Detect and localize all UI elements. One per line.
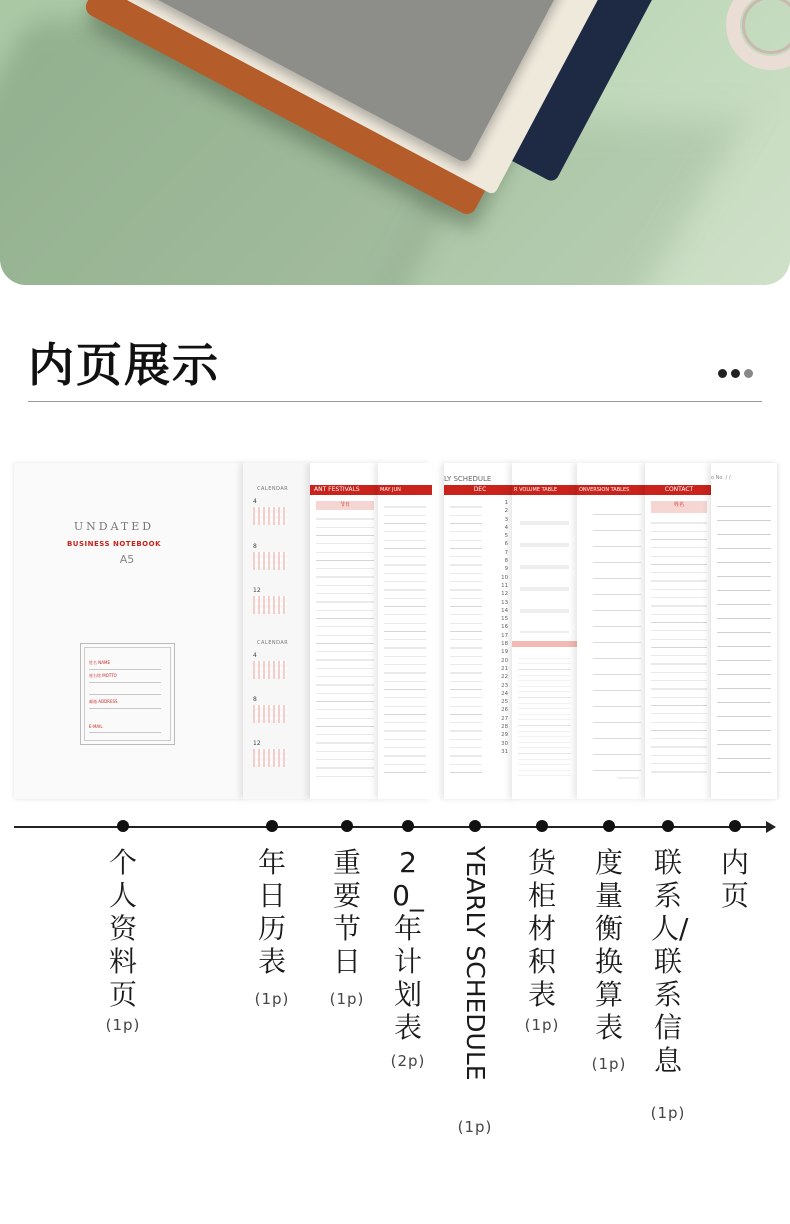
yearly-day: 30 [501,740,508,747]
card-field: 姓名 NAME [89,660,110,665]
yearly-page [444,463,516,799]
timeline-page-count: (1p) [591,1055,627,1073]
plan-page [378,463,432,799]
timeline-label: 20_年计划表 [392,846,424,1044]
calendar-month: 4 [253,498,257,505]
timeline-page-count: (1p) [524,1016,560,1034]
contact-header: CONTACT [645,485,713,495]
hero-photo [0,0,790,285]
timeline-dot [266,820,278,832]
calendar-month: 8 [253,543,257,550]
cover-size: A5 [119,553,135,566]
yearly-day: 7 [504,549,508,556]
timeline-page-count: (1p) [105,1016,141,1034]
timeline-page-count: (2p) [390,1052,426,1070]
timeline-dot [662,820,674,832]
yearly-day: 4 [504,524,508,531]
timeline-dot [536,820,548,832]
timeline-label: YEARLY SCHEDULE [461,846,490,1081]
timeline-label: 重要节日 [332,846,361,978]
yearly-day: 13 [501,599,508,606]
yearly-day: 28 [501,724,508,731]
yearly-day: 17 [501,632,508,639]
yearly-title: LY SCHEDULE [444,475,492,483]
card-field: 邮箱 ADDRESS [89,699,118,704]
festivals-page [310,463,380,799]
timeline-page-count: (1p) [457,1118,493,1136]
timeline-label: 内页 [720,846,749,912]
calendar-month: 8 [253,696,257,703]
yearly-day: 3 [504,516,508,523]
cover-page [14,463,243,799]
profile-card [80,643,175,745]
calendar-month: 12 [253,740,261,747]
container-header: R VOLUME TABLE [512,485,577,495]
yearly-day-list [488,499,508,756]
timeline-label: 货柜材积表 [527,846,556,1011]
yearly-day: 10 [501,574,508,581]
timeline-label: 联系人/联系信息 [651,846,689,1077]
yearly-day: 14 [501,607,508,614]
yearly-day: 24 [501,690,508,697]
yearly-header: DEC [444,485,516,495]
yearly-day: 12 [501,591,508,598]
cover-brand: UNDATED [73,520,155,533]
yearly-day: 26 [501,707,508,714]
yearly-day: 19 [501,649,508,656]
calendar-caption: CALENDAR [257,640,289,646]
timeline-page-count: (1p) [254,990,290,1008]
yearly-day: 27 [501,715,508,722]
festivals-pink: 节日 [316,501,374,510]
cover-subtitle: BUSINESS NOTEBOOK [66,540,162,548]
yearly-day: 23 [501,682,508,689]
yearly-day: 29 [501,732,508,739]
timeline-page-count: (1p) [650,1104,686,1122]
inner-page-top: o No. / / [711,475,731,481]
calendar-month: 4 [253,652,257,659]
container-page [512,463,577,799]
yearly-day: 1 [504,500,508,506]
timeline-dot [603,820,615,832]
yearly-day: 5 [504,533,508,540]
yearly-day: 22 [501,674,508,681]
calendar-caption: CALENDAR [257,486,289,492]
timeline-label: 个人资料页 [108,846,137,1011]
calendar-page [243,463,312,799]
yearly-day: 18 [501,641,508,648]
conversion-header: ONVERSION TABLES [577,485,647,495]
yearly-day: 9 [504,566,508,573]
yearly-day: 16 [501,624,508,631]
yearly-day: 11 [501,582,508,589]
yearly-day: 15 [501,616,508,623]
timeline-dot [402,820,414,832]
timeline-dot [341,820,353,832]
yearly-day: 20 [501,657,508,664]
yearly-day: 31 [501,748,508,755]
yearly-day: 25 [501,699,508,706]
timeline-label: 年日历表 [257,846,286,978]
conversion-page [577,463,647,799]
inner-page [711,463,777,799]
page-spread [14,463,777,799]
timeline-label: 度量衡换算表 [594,846,623,1044]
timeline-page-count: (1p) [329,990,365,1008]
yearly-day: 2 [504,508,508,515]
card-field: 座右铭 MOTTO [89,673,117,678]
card-field: E-MAIL [89,724,103,729]
yearly-day: 8 [504,558,508,565]
calendar-month: 12 [253,587,261,594]
yearly-day: 6 [504,541,508,548]
contact-page [645,463,713,799]
festivals-header: ANT FESTIVALS [310,485,380,495]
three-dots-icon [718,363,757,382]
contact-pink: 姓名 [651,501,707,513]
timeline-dot [729,820,741,832]
timeline-dot [469,820,481,832]
timeline-dot [117,820,129,832]
divider [28,401,762,402]
yearly-day: 21 [501,665,508,672]
section-title: 内页展示 [28,338,220,392]
plan-header: MAY JUN [378,485,432,495]
arrow-right-icon [766,821,776,833]
